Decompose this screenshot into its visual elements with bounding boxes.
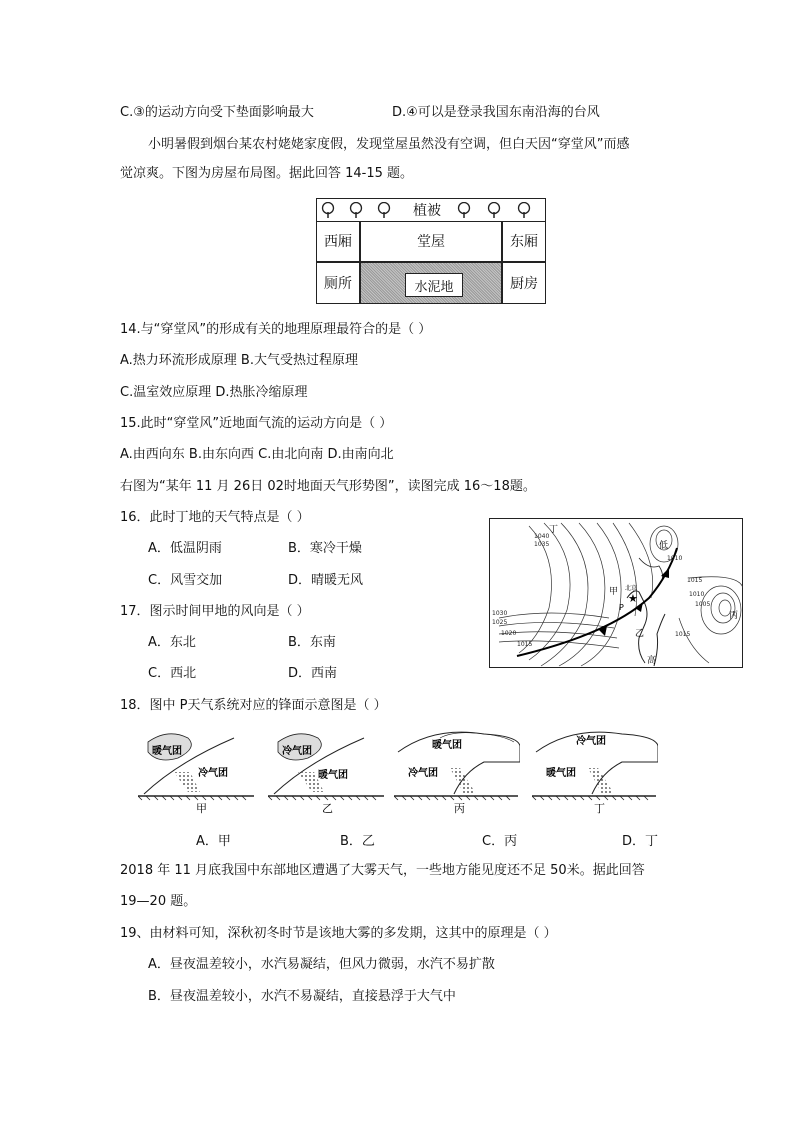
warm-air-label: 暖气团 (432, 740, 462, 751)
isobar-1040: 1040 (534, 533, 550, 540)
west-wing: 西厢 (324, 234, 352, 250)
q16-option-a: A．低温阴雨 (148, 541, 222, 556)
q16-option-d: D．晴暖无风 (288, 573, 364, 588)
cement-label: 水泥地 (405, 273, 463, 297)
warm-air-label: 暖气团 (318, 770, 348, 781)
isobar-1030: 1030 (492, 610, 508, 617)
isobar-1020: 1020 (501, 630, 517, 637)
isobar-1015-west: 1015 (517, 641, 533, 648)
map-label-ding: 丁 (549, 525, 559, 535)
weather-map (489, 518, 743, 668)
q18-option-a: A．甲 (196, 834, 231, 849)
isobar-1010-north: 1010 (667, 555, 683, 562)
q17-option-a: A．东北 (148, 635, 196, 650)
q17-option-d: D．西南 (288, 666, 338, 681)
question-16-stem: 16．此时丁地的天气特点是（ ） (120, 510, 310, 525)
q19-option-b: B．昼夜温差较小，水汽不易凝结，直接悬浮于大气中 (148, 989, 456, 1004)
tree-icon (487, 202, 501, 218)
isobar-1010-east: 1010 (689, 591, 705, 598)
toilet: 厕所 (324, 276, 352, 292)
weather-map-figure (489, 518, 743, 672)
map-label-p: P (619, 603, 624, 612)
cold-air-label: 冷气团 (198, 768, 228, 779)
option-d-prev: D.④可以是登录我国东南沿海的台风 (392, 105, 600, 120)
isobar-1005: 1005 (695, 601, 711, 608)
tree-icon (517, 202, 531, 218)
front-diagram-ding (532, 722, 658, 818)
warm-air-label: 暖气团 (546, 768, 576, 779)
intro-19-line1: 2018 年 11 月底我国中东部地区遭遇了大雾天气，一些地方能见度还不足 50米。据此回答 (120, 863, 645, 878)
q17-option-b: B．东南 (288, 635, 336, 650)
tree-icon (321, 202, 335, 218)
tree-icon (377, 202, 391, 218)
warm-air-label: 暖气团 (152, 746, 182, 757)
cold-air-label: 冷气团 (576, 736, 606, 747)
q19-option-a: A．昼夜温差较小，水汽易凝结，但风力微弱，水汽不易扩散 (148, 957, 495, 972)
q18-option-d: D．丁 (622, 834, 659, 849)
q18-option-b: B．乙 (340, 834, 375, 849)
intro-14-line1: 小明暑假到烟台某农村姥姥家度假，发现堂屋虽然没有空调，但白天因“穿堂风”而感 (148, 137, 630, 152)
map-label-gao: 高 (647, 656, 657, 666)
question-15-options: A.由西向东 B.由东向西 C.由北向南 D.由南向北 (120, 447, 394, 462)
intro-19-line2: 19—20 题。 (120, 894, 197, 909)
isobar-1035: 1035 (534, 541, 550, 548)
house-layout-figure (316, 198, 546, 304)
front-diagram-yi (268, 722, 386, 818)
isobar-1015-south: 1015 (675, 631, 691, 638)
question-19-stem: 19、由材料可知，深秋初冬时节是该地大雾的多发期，这其中的原理是（ ） (120, 926, 557, 941)
east-wing: 东厢 (510, 234, 538, 250)
front-diagram-bing (394, 722, 520, 818)
map-label-beijing: 北京 (625, 585, 638, 592)
isobar-1025: 1025 (492, 619, 508, 626)
option-c-prev: C.③的运动方向受下垫面影响最大 (120, 105, 314, 120)
intro-16: 右图为“某年 11 月 26日 02时地面天气形势图”，读图完成 16～18题。 (120, 479, 536, 494)
q16-option-c: C．风雪交加 (148, 573, 223, 588)
question-17-stem: 17．图示时间甲地的风向是（ ） (120, 604, 310, 619)
front-diagram-jia (138, 722, 256, 818)
isobar-1015-east: 1015 (687, 577, 703, 584)
q18-option-c: C．丙 (482, 834, 518, 849)
cold-air-label: 冷气团 (282, 746, 312, 757)
question-15-stem: 15.此时“穿堂风”近地面气流的运动方向是（ ） (120, 416, 393, 431)
question-14-options-cd: C.温室效应原理 D.热胀冷缩原理 (120, 385, 308, 400)
map-label-yi: 乙 (635, 629, 645, 639)
map-label-bing: 丙 (729, 611, 739, 621)
diagram-label-bing: 丙 (454, 802, 465, 814)
cold-air-label: 冷气团 (408, 768, 438, 779)
diagram-label-jia: 甲 (196, 802, 207, 814)
diagram-label-ding: 丁 (594, 802, 605, 814)
vegetation-row (317, 199, 545, 222)
tree-icon (457, 202, 471, 218)
question-18-stem: 18．图中 P天气系统对应的锋面示意图是（ ） (120, 698, 387, 713)
beijing-star-icon: ★ (628, 592, 638, 605)
kitchen: 厨房 (510, 276, 538, 292)
main-hall: 堂屋 (417, 234, 445, 250)
map-label-jia: 甲 (609, 587, 619, 597)
question-14-stem: 14.与“穿堂风”的形成有关的地理原理最符合的是（ ） (120, 322, 432, 337)
vegetation-label: 植被 (413, 203, 441, 219)
diagram-label-yi: 乙 (322, 802, 333, 814)
map-label-low: 低 (659, 541, 669, 551)
q16-option-b: B．寒冷干燥 (288, 541, 362, 556)
intro-14-line2: 觉凉爽。下图为房屋布局图。据此回答 14-15 题。 (120, 166, 414, 181)
q17-option-c: C．西北 (148, 666, 197, 681)
question-14-options-ab: A.热力环流形成原理 B.大气受热过程原理 (120, 353, 358, 368)
tree-icon (349, 202, 363, 218)
